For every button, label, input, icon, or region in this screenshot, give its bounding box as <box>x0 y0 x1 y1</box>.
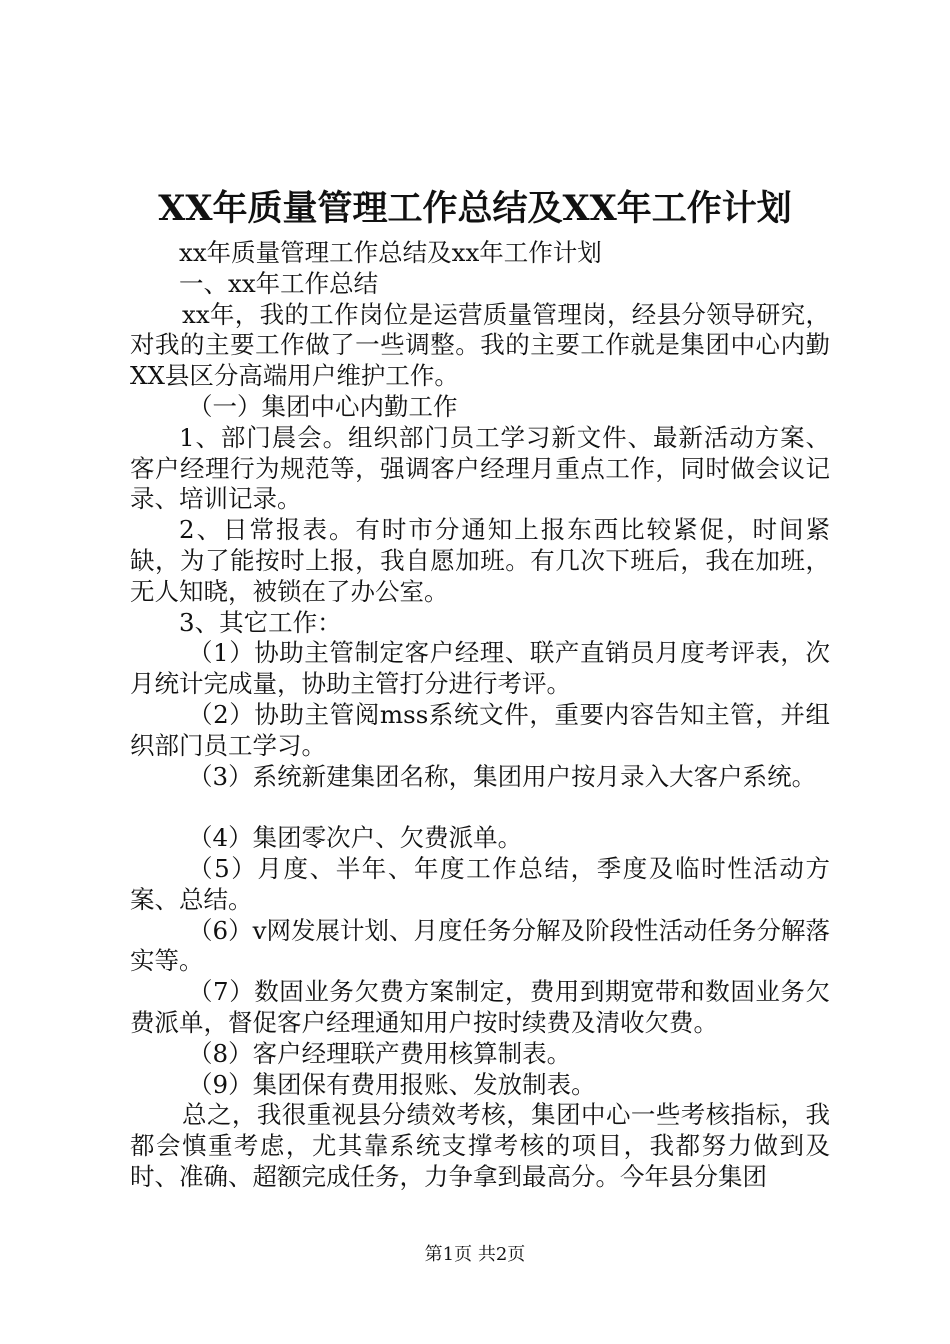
list-item: （5）月度、半年、年度工作总结，季度及临时性活动方案、总结。 <box>130 853 830 914</box>
paragraph: 3、其它工作： <box>179 607 342 637</box>
document-title: XX年质量管理工作总结及XX年工作计划 <box>158 188 792 229</box>
list-item: （1）协助主管制定客户经理、联产直销员月度考评表，次月统计完成量，协助主管打分进行考评。 <box>130 638 830 699</box>
list-item: （4）集团零次户、欠费派单。 <box>188 823 523 853</box>
list-item: （2）协助主管阅mss系统文件，重要内容告知主管，并组织部门员工学习。 <box>130 699 830 760</box>
paragraph-section-heading: 一、xx年工作总结 <box>179 268 379 298</box>
paragraph: 2、日常报表。有时市分通知上报东西比较紧促，时间紧缺，为了能按时上报，我自愿加班。有几次下班后，我在加班，无人知晓，被锁在了办公室。 <box>130 515 830 606</box>
paragraph: 1、部门晨会。组织部门员工学习新文件、最新活动方案、客户经理行为规范等，强调客户经理月重点工作，同时做会议记录、培训记录。 <box>130 422 830 514</box>
list-item: （7）数固业务欠费方案制定，费用到期宽带和数固业务欠费派单，督促客户经理通知用户按时续费及清收欠费。 <box>130 977 830 1037</box>
blank-line <box>130 792 830 823</box>
paragraph-subsection-heading: （一）集团中心内勤工作 <box>188 391 458 421</box>
list-item: （3）系统新建集团名称，集团用户按月录入大客户系统。 <box>188 761 817 791</box>
document-body <box>130 238 830 1193</box>
list-item: （6）v网发展计划、月度任务分解及阶段性活动任务分解落实等。 <box>130 915 830 976</box>
list-item: （8）客户经理联产费用核算制表。 <box>188 1038 572 1068</box>
paragraph-subtitle: xx年质量管理工作总结及xx年工作计划 <box>179 238 602 267</box>
page-footer: 第1页 共2页 <box>424 1244 526 1265</box>
list-item: （9）集团保有费用报账、发放制表。 <box>188 1069 596 1099</box>
paragraph: xx年，我的工作岗位是运营质量管理岗，经县分领导研究，对我的主要工作做了一些调整。我的主要工作就是集团中心内勤XX县区分高端用户维护工作。 <box>130 299 830 391</box>
paragraph: 总之，我很重视县分绩效考核，集团中心一些考核指标，我都会慎重考虑，尤其靠系统支撑考核的项目，我都努力做到及时、准确、超额完成任务，力争拿到最高分。今年县分集团 <box>130 1100 830 1191</box>
